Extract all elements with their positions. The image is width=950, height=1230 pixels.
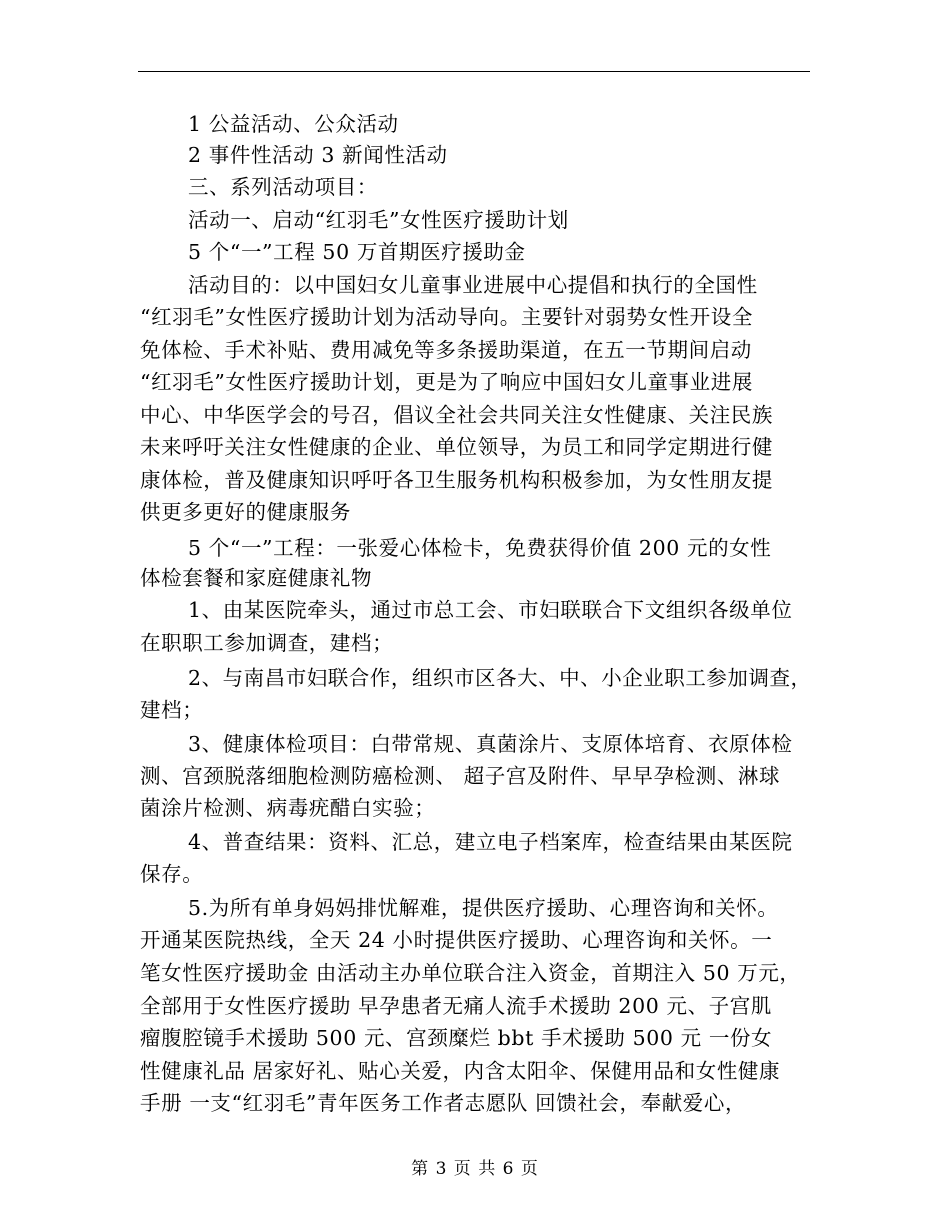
list-item: 3、健康体检项目：白带常规、真菌涂片、支原体培育、衣原体检 [188,732,793,756]
text-line: 手册 一支“红羽毛”青年医务工作者志愿队 回馈社会，奉献爱心， [140,1091,747,1115]
list-item: 4、普查结果：资料、汇总，建立电子档案库，检查结果由某医院 [188,830,793,854]
text-line: 笔女性医疗援助金 由活动主办单位联合注入资金，首期注入 50 万元， [140,961,801,985]
text-line: 瘤腹腔镜手术援助 500 元、宫颈糜烂 bbt 手术援助 500 元 一份女 [140,1026,773,1050]
text-line: 康体检，普及健康知识呼吁各卫生服务机构积极参加，为女性朋友提 [140,468,773,492]
list-item: 5.为所有单身妈妈排忧解难，提供医疗援助、心理咨询和关怀。 [188,896,779,920]
text-line: 开通某医院热线，全天 24 小时提供医疗援助、心理咨询和关怀。一 [140,928,773,952]
text-line: 性健康礼品 居家好礼、贴心关爱，内含太阳伞、保健用品和女性健康 [140,1059,781,1083]
text-line: 供更多更好的健康服务 [140,500,351,524]
text-line: 1 公益活动、公众活动 [188,112,399,136]
text-line: 全部用于女性医疗援助 早孕患者无痛人流手术援助 200 元、子宫肌 [140,994,772,1018]
list-item: 2、与南昌市妇联合作，组织市区各大、中、小企业职工参加调查， [188,666,812,690]
text-line: 5 个“一”工程 50 万首期医疗援助金 [188,240,526,264]
text-line: 活动目的：以中国妇女儿童事业进展中心提倡和执行的全国性 [188,273,758,297]
text-line: 菌涂片检测、病毒疣醋白实验； [140,796,436,820]
text-line: 保存。 [140,862,204,886]
page-number: 第 3 页 共 6 页 [411,1159,539,1179]
activity-title: 活动一、启动“红羽毛”女性医疗援助计划 [188,208,569,232]
text-line: 未来呼吁关注女性健康的企业、单位领导，为员工和同学定期进行健 [140,435,773,459]
header-rule [138,71,810,72]
text-line: 体检套餐和家庭健康礼物 [140,566,373,590]
text-line: 测、宫颈脱落细胞检测防癌检测、 超子宫及附件、早早孕检测、淋球 [140,764,781,788]
text-line: 免体检、手术补贴、费用减免等多条援助渠道，在五一节期间启动 [140,338,752,362]
text-line: 中心、中华医学会的号召，倡议全社会共同关注女性健康、关注民族 [140,403,773,427]
text-line: “红羽毛”女性医疗援助计划，更是为了响应中国妇女儿童事业进展 [140,370,753,394]
text-line: 在职职工参加调查，建档； [140,631,394,655]
list-item: 1、由某医院牵头，通过市总工会、市妇联联合下文组织各级单位 [188,598,793,622]
text-line: “红羽毛”女性医疗援助计划为活动导向。主要针对弱势女性开设全 [140,305,753,329]
text-line: 建档； [140,698,204,722]
text-line: 2 事件性活动 3 新闻性活动 [188,143,448,167]
section-heading: 三、系列活动项目： [188,175,378,199]
text-line: 5 个“一”工程：一张爱心体检卡，免费获得价值 200 元的女性 [188,536,772,560]
